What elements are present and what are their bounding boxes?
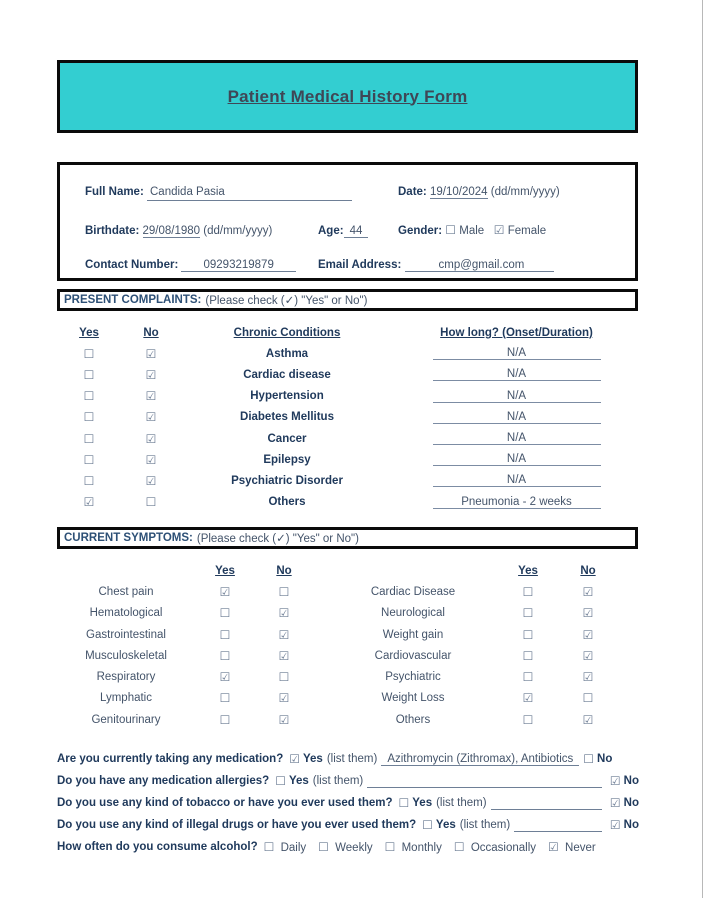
title-banner [57, 60, 638, 133]
question-text: Do you use any kind of tobacco or have you ever used them? [57, 797, 393, 809]
symptoms-table [57, 560, 640, 730]
option-checkbox[interactable]: ☐ [263, 839, 275, 854]
yes-checkbox[interactable]: ☐ [219, 627, 231, 642]
yes-checkbox[interactable]: ☐ [522, 606, 534, 621]
yes-checkbox[interactable]: ☐ [522, 584, 534, 599]
duration-field[interactable]: N/A [433, 411, 601, 424]
yes-checkbox[interactable]: ☐ [275, 774, 286, 788]
no-checkbox[interactable]: ☑ [278, 691, 290, 706]
no-checkbox[interactable]: ☑ [145, 346, 157, 361]
date-row [398, 185, 560, 200]
contact-label: Contact Number: [85, 259, 179, 271]
yes-checkbox[interactable]: ☐ [522, 670, 534, 685]
yes-checkbox[interactable]: ☐ [219, 712, 231, 727]
symptom-label: Gastrointestinal [86, 628, 166, 641]
email-row [318, 258, 554, 273]
date-format-note: (dd/mm/yyyy) [490, 186, 560, 198]
email-label: Email Address: [318, 259, 402, 271]
symptom-row [57, 581, 640, 602]
current-symptoms-header [57, 527, 638, 549]
option-checkbox[interactable]: ☐ [384, 839, 396, 854]
current-symptoms-title: CURRENT SYMPTOMS: [64, 532, 193, 544]
yes-checkbox[interactable]: ☐ [219, 606, 231, 621]
email-field[interactable]: cmp@gmail.com [405, 259, 555, 272]
yes-checkbox[interactable]: ☐ [522, 712, 534, 727]
medication-answer-field[interactable]: Azithromycin (Zithromax), Antibiotics [381, 753, 579, 766]
symptom-label: Genitourinary [91, 713, 161, 726]
alcohol-option-occasionally [452, 841, 536, 854]
male-label: Male [459, 225, 485, 237]
complaint-row-asthma [57, 343, 640, 364]
complaints-header-row [57, 322, 640, 343]
no-label: No [623, 819, 639, 831]
no-label: No [623, 797, 639, 809]
yes-checkbox[interactable]: ☑ [219, 670, 231, 685]
yes-checkbox[interactable]: ☐ [522, 627, 534, 642]
question-text: Are you currently taking any medication? [57, 753, 284, 765]
yes-checkbox[interactable]: ☑ [219, 584, 231, 599]
contact-field[interactable]: 09293219879 [181, 259, 295, 272]
question-text: Do you use any kind of illegal drugs or have you ever used them? [57, 819, 417, 831]
yes-checkbox[interactable]: ☑ [522, 691, 534, 706]
yes-checkbox[interactable]: ☐ [83, 410, 95, 425]
col-duration-header: How long? (Onset/Duration) [440, 326, 593, 339]
symptom-row [57, 666, 640, 687]
no-checkbox[interactable]: ☑ [145, 452, 157, 467]
complaint-row-epilepsy [57, 449, 640, 470]
no-checkbox[interactable]: ☑ [145, 389, 157, 404]
date-label: Date: [398, 186, 427, 198]
condition-label: Diabetes Mellitus [240, 411, 334, 424]
no-checkbox[interactable]: ☑ [145, 410, 157, 425]
symptom-label: Musculoskeletal [85, 649, 167, 662]
tobacco-answer-field[interactable] [491, 797, 602, 810]
complaint-row-psychiatric [57, 470, 640, 491]
duration-field[interactable]: N/A [433, 474, 601, 487]
yes-checkbox[interactable]: ☐ [83, 367, 95, 382]
question-allergies [57, 770, 643, 792]
question-medication [57, 748, 643, 770]
complaints-table [57, 322, 640, 513]
duration-field[interactable]: N/A [433, 368, 601, 381]
present-complaints-title: PRESENT COMPLAINTS: [64, 294, 202, 306]
present-complaints-note: (Please check (✓) "Yes" or No") [205, 295, 368, 307]
option-checkbox[interactable]: ☐ [318, 839, 329, 854]
symptom-label: Hematological [89, 607, 163, 620]
full-name-field[interactable]: Candida Pasia [147, 185, 352, 201]
yes-checkbox[interactable]: ☐ [219, 691, 231, 706]
no-checkbox[interactable]: ☑ [609, 796, 621, 810]
full-name-row [85, 185, 352, 201]
option-label: Monthly [401, 841, 442, 854]
allergies-answer-field[interactable] [367, 775, 602, 788]
yes-checkbox[interactable]: ☑ [289, 752, 300, 766]
symptom-row [57, 688, 640, 709]
option-label: Daily [280, 841, 307, 854]
age-label: Age: [318, 225, 344, 237]
condition-label: Cancer [267, 432, 307, 445]
symptom-row [57, 603, 640, 624]
yes-checkbox[interactable]: ☐ [83, 346, 95, 361]
complaint-row-cancer [57, 428, 640, 449]
question-text: Do you have any medication allergies? [57, 775, 270, 787]
no-checkbox[interactable]: ☐ [145, 495, 157, 510]
condition-label: Asthma [265, 347, 309, 360]
symptom-label: Weight Loss [381, 692, 445, 705]
questions-section [57, 748, 643, 858]
alcohol-option-weekly [316, 841, 372, 854]
alcohol-option-monthly [383, 841, 442, 854]
age-field[interactable]: 44 [344, 225, 369, 238]
gender-row [398, 224, 546, 239]
list-them-note: (list them) [436, 797, 487, 809]
yes-checkbox[interactable]: ☐ [83, 431, 95, 446]
page-title: Patient Medical History Form [227, 86, 468, 106]
female-checkbox[interactable]: ☑ [493, 223, 505, 237]
no-checkbox[interactable]: ☑ [609, 774, 621, 788]
no-label: No [623, 775, 639, 787]
duration-field[interactable]: N/A [433, 453, 601, 466]
col-yes-header: Yes [79, 326, 99, 339]
option-label: Weekly [335, 841, 373, 854]
option-label: Occasionally [470, 841, 537, 854]
condition-label: Epilepsy [263, 453, 311, 466]
yes-label: Yes [288, 775, 309, 787]
birthdate-row [85, 224, 272, 239]
condition-label: Hypertension [250, 390, 324, 403]
yes-checkbox[interactable]: ☑ [83, 495, 95, 510]
symptom-row [57, 624, 640, 645]
question-alcohol [57, 836, 643, 858]
current-symptoms-note: (Please check (✓) "Yes" or No") [196, 533, 359, 545]
duration-field[interactable]: N/A [433, 390, 601, 403]
question-text: How often do you consume alcohol? [57, 841, 258, 853]
col-no-header: No [143, 326, 159, 339]
yes-label: Yes [435, 819, 456, 831]
yes-checkbox[interactable]: ☐ [219, 648, 231, 663]
female-label: Female [507, 225, 547, 237]
present-complaints-header [57, 289, 638, 311]
yes-checkbox[interactable]: ☐ [398, 796, 410, 810]
symptom-label: Others [395, 713, 431, 726]
no-checkbox[interactable]: ☑ [582, 712, 594, 727]
alcohol-option-never [546, 841, 596, 854]
symptom-label: Respiratory [96, 671, 156, 684]
drugs-answer-field[interactable] [514, 819, 602, 832]
symptoms-header-row [57, 560, 640, 581]
symptom-label: Psychiatric [385, 671, 441, 684]
condition-label: Cardiac disease [243, 368, 331, 381]
yes-checkbox[interactable]: ☐ [83, 452, 95, 467]
no-label: No [597, 753, 613, 765]
question-drugs [57, 814, 643, 836]
yes-checkbox[interactable]: ☐ [422, 818, 433, 832]
alcohol-option-daily [262, 841, 307, 854]
no-checkbox[interactable]: ☐ [583, 752, 595, 766]
contact-row [85, 258, 296, 273]
no-checkbox[interactable]: ☐ [278, 670, 290, 685]
gender-label: Gender: [398, 225, 443, 237]
condition-label: Psychiatric Disorder [231, 474, 343, 487]
page-right-edge [702, 0, 703, 898]
no-checkbox[interactable]: ☑ [278, 712, 290, 727]
no-checkbox[interactable]: ☑ [582, 670, 594, 685]
yes-label: Yes [412, 797, 433, 809]
duration-field[interactable]: N/A [433, 432, 601, 445]
option-label: Never [565, 841, 596, 854]
left-no-header: No [276, 564, 292, 577]
symptom-label: Lymphatic [100, 692, 152, 705]
option-checkbox[interactable]: ☐ [453, 839, 465, 854]
symptom-row [57, 709, 640, 730]
symptom-row [57, 645, 640, 666]
complaint-row-hypertension [57, 386, 640, 407]
symptom-label: Weight gain [382, 628, 444, 641]
birthdate-format-note: (dd/mm/yyyy) [203, 225, 273, 237]
condition-label: Others [268, 496, 306, 509]
right-no-header: No [580, 564, 596, 577]
list-them-note: (list them) [312, 775, 364, 787]
complaint-row-cardiac [57, 364, 640, 385]
male-checkbox[interactable]: ☐ [445, 223, 457, 237]
full-name-label: Full Name: [85, 186, 144, 198]
no-checkbox[interactable]: ☐ [278, 584, 290, 599]
duration-field[interactable]: N/A [433, 347, 601, 360]
duration-field[interactable]: Pneumonia - 2 weeks [433, 496, 601, 509]
symptom-label: Cardiovascular [374, 649, 452, 662]
yes-label: Yes [303, 753, 323, 765]
yes-checkbox[interactable]: ☐ [83, 389, 95, 404]
birthdate-label: Birthdate: [85, 225, 140, 237]
no-checkbox[interactable]: ☑ [582, 584, 594, 599]
birthdate-field[interactable]: 29/08/1980 [142, 225, 201, 237]
list-them-note: (list them) [326, 753, 378, 765]
no-checkbox[interactable]: ☑ [278, 627, 290, 642]
no-checkbox[interactable]: ☑ [145, 431, 157, 446]
col-condition-header: Chronic Conditions [233, 326, 341, 339]
yes-checkbox[interactable]: ☐ [83, 473, 95, 488]
yes-checkbox[interactable]: ☐ [522, 648, 534, 663]
list-them-note: (list them) [459, 819, 511, 831]
symptom-label: Chest pain [98, 585, 154, 598]
date-field[interactable]: 19/10/2024 [429, 186, 488, 198]
no-checkbox[interactable]: ☑ [278, 606, 290, 621]
question-tobacco [57, 792, 643, 814]
no-checkbox[interactable]: ☐ [582, 691, 594, 706]
no-checkbox[interactable]: ☑ [582, 606, 594, 621]
complaint-row-diabetes [57, 407, 640, 428]
age-row [318, 224, 368, 239]
no-checkbox[interactable]: ☑ [582, 648, 594, 663]
complaint-row-others [57, 492, 640, 513]
no-checkbox[interactable]: ☑ [145, 367, 157, 382]
no-checkbox[interactable]: ☑ [609, 818, 621, 832]
no-checkbox[interactable]: ☑ [278, 648, 290, 663]
option-checkbox[interactable]: ☑ [548, 839, 559, 854]
no-checkbox[interactable]: ☑ [145, 473, 157, 488]
left-yes-header: Yes [215, 564, 235, 577]
no-checkbox[interactable]: ☑ [582, 627, 594, 642]
patient-info-box [57, 162, 638, 281]
symptom-label: Cardiac Disease [370, 585, 456, 598]
symptom-label: Neurological [381, 607, 445, 620]
right-yes-header: Yes [518, 564, 538, 577]
